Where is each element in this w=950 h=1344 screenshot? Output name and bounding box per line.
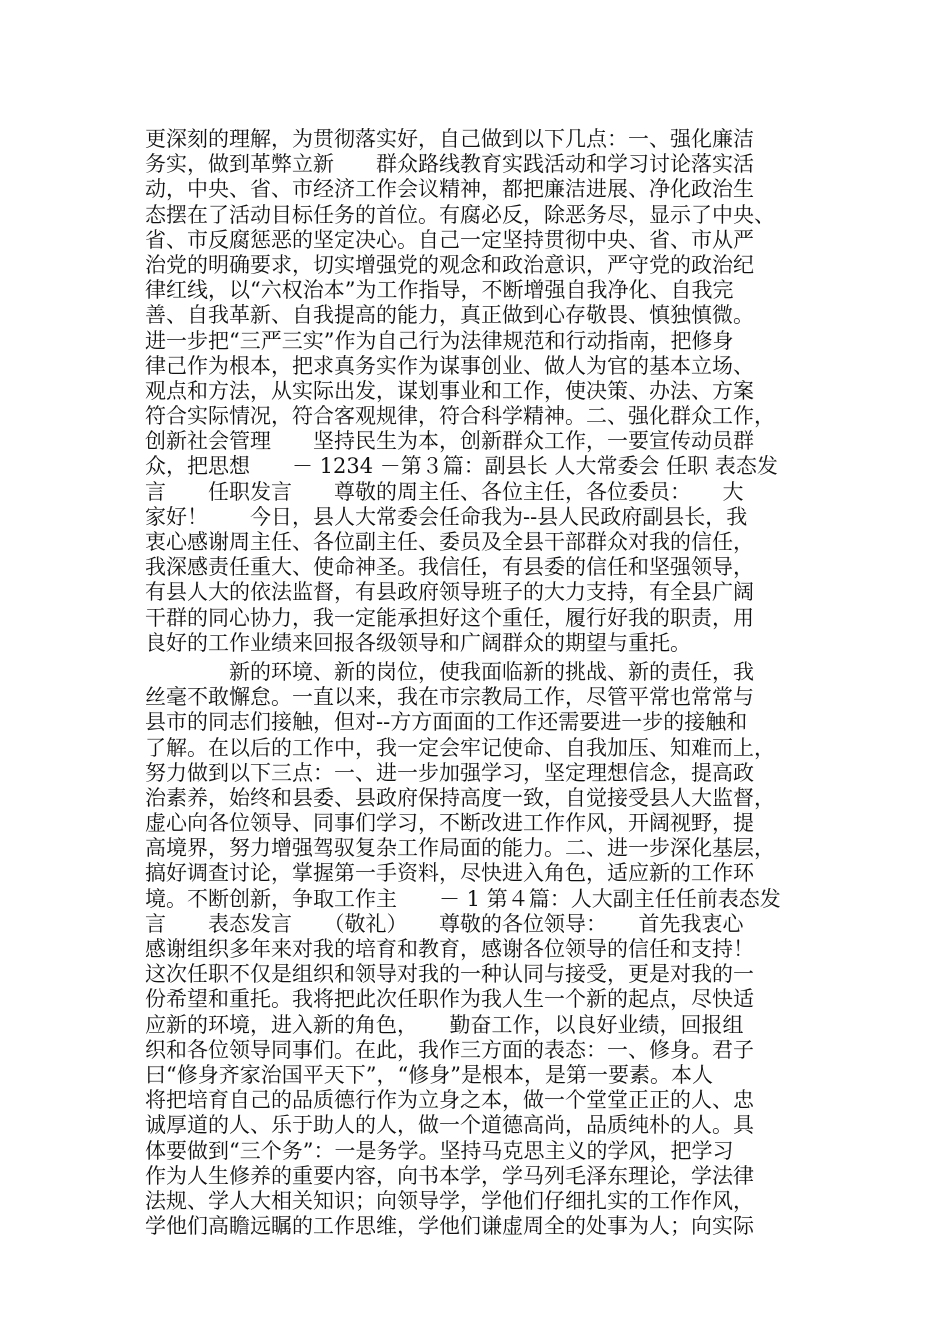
text-line: 我深感责任重大、使命神圣。我信任，有县委的信任和坚强领导，	[145, 555, 754, 580]
body-text	[145, 127, 825, 1239]
text-line: 搞好调查讨论，掌握第一手资料，尽快进入角色，适应新的工作环	[145, 861, 754, 886]
text-line: 应新的环境，进入新的角色， 勤奋工作，以良好业绩，回报组	[145, 1012, 744, 1037]
text-line: 治党的明确要求，切实增强党的观念和政治意识，严守党的政治纪	[145, 252, 754, 277]
text-line: 县市的同志们接触，但对--方方面面的工作还需要进一步的接触和	[145, 710, 748, 735]
text-line: 努力做到以下三点：一、进一步加强学习，坚定理想信念，提高政	[145, 760, 754, 785]
text-line: 高境界，努力增强驾驭复杂工作局面的能力。二、进一步深化基层，	[145, 836, 775, 861]
text-line: 创新社会管理 坚持民生为本，创新群众工作，一要宣传动员群	[145, 429, 754, 454]
text-line: 动，中央、省、市经济工作会议精神，都把廉洁进展、净化政治生	[145, 177, 754, 202]
text-line: 态摆在了活动目标任务的首位。有腐必反，除恶务尽，显示了中央、	[145, 202, 775, 227]
text-line: 织和各位领导同事们。在此，我作三方面的表态：一、修身。君子	[145, 1037, 754, 1062]
text-line: 这次任职不仅是组织和领导对我的一种认同与接受，更是对我的一	[145, 962, 754, 987]
text-line: 诚厚道的人、乐于助人的人，做一个道德高尚，品质纯朴的人。具	[145, 1113, 754, 1138]
text-line: 律己作为根本，把求真务实作为谋事创业、做人为官的基本立场、	[145, 353, 754, 378]
text-line: 了解。在以后的工作中，我一定会牢记使命、自我加压、知难而上，	[145, 735, 775, 760]
text-line: 体要做到“三个务”：一是务学。坚持马克思主义的学风，把学习	[145, 1138, 734, 1163]
text-line: 务实，做到革弊立新 群众路线教育实践活动和学习讨论落实活	[145, 152, 754, 177]
text-line: 家好！ 今日，县人大常委会任命我为--县人民政府副县长，我	[145, 504, 748, 529]
text-line: 境。不断创新，争取工作主 － 1 第４篇：人大副主任任前表态发	[145, 886, 781, 911]
text-line: 将把培育自己的品质德行作为立身之本，做一个堂堂正正的人、忠	[145, 1088, 754, 1113]
text-line: 虚心向各位领导、同事们学习，不断改进工作作风，开阔视野，提	[145, 811, 754, 836]
text-line: 更深刻的理解，为贯彻落实好，自己做到以下几点：一、强化廉洁	[145, 127, 754, 151]
text-line: 学他们高瞻远瞩的工作思维，学他们谦虚周全的处事为人；向实际	[145, 1214, 754, 1239]
text-line: 曰“修身齐家治国平天下”，“修身”是根本，是第一要素。本人	[145, 1062, 713, 1087]
text-line: 有县人大的依法监督，有县政府领导班子的大力支持，有全县广阔	[145, 580, 754, 605]
text-line: 进一步把“三严三实”作为自己行为法律规范和行动指南，把修身	[145, 328, 734, 353]
text-line: 观点和方法，从实际出发，谋划事业和工作，使决策、办法、方案	[145, 378, 754, 403]
text-line: 法规、学人大相关知识；向领导学，学他们仔细扎实的工作作风，	[145, 1188, 754, 1213]
text-line: 份希望和重托。我将把此次任职作为我人生一个新的起点，尽快适	[145, 987, 754, 1012]
text-line: 作为人生修养的重要内容，向书本学，学马列毛泽东理论，学法律	[145, 1163, 754, 1188]
text-line: 善、自我革新、自我提高的能力，真正做到心存敬畏、慎独慎微。	[145, 303, 754, 328]
text-line: 言 任职发言 尊敬的周主任、各位主任，各位委员： 大	[145, 479, 744, 504]
text-line: 良好的工作业绩来回报各级领导和广阔群众的期望与重托。	[145, 630, 691, 655]
text-line: 感谢组织多年来对我的培育和教育，感谢各位领导的信任和支持！	[145, 937, 754, 961]
text-line: 众，把思想 － 1234 －第３篇：副县长 人大常委会 任职 表态发	[145, 454, 778, 479]
text-line: 省、市反腐惩恶的坚定决心。自己一定坚持贯彻中央、省、市从严	[145, 227, 754, 252]
text-line: 治素养，始终和县委、县政府保持高度一致，自觉接受县人大监督，	[145, 785, 775, 810]
text-line: 新的环境、新的岗位，使我面临新的挑战、新的责任，我	[145, 659, 754, 684]
text-line: 律红线，以“六权治本”为工作指导，不断增强自我净化、自我完	[145, 278, 734, 303]
text-line: 言 表态发言 （敬礼） 尊敬的各位领导： 首先我衷心	[145, 911, 744, 936]
text-line: 衷心感谢周主任、各位副主任、委员及全县干部群众对我的信任，	[145, 530, 754, 554]
text-line: 干群的同心协力，我一定能承担好这个重任，履行好我的职责，用	[145, 605, 754, 630]
text-line: 符合实际情况，符合客观规律，符合科学精神。二、强化群众工作，	[145, 404, 775, 429]
text-line: 丝毫不敢懈怠。一直以来，我在市宗教局工作，尽管平常也常常与	[145, 685, 754, 710]
